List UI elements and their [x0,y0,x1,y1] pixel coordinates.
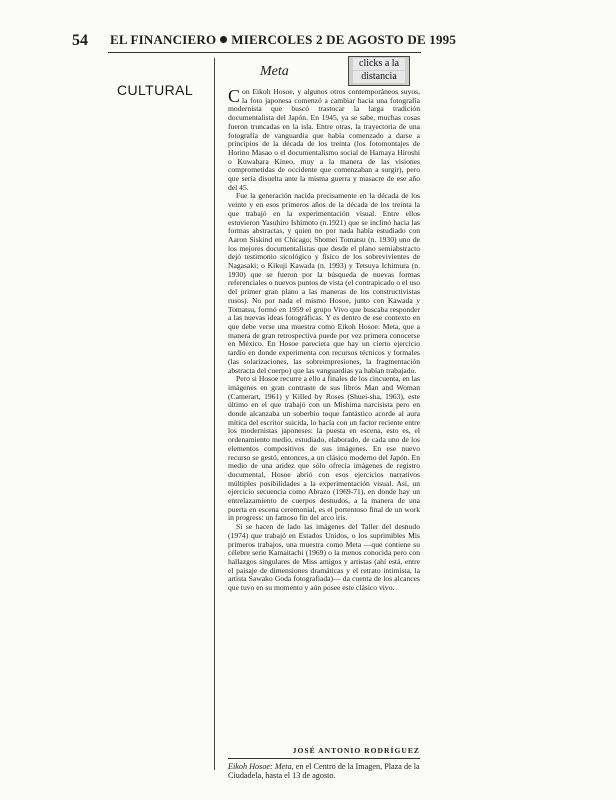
column-stamp [348,56,410,86]
masthead [110,32,456,48]
caption-title: Eikoh Hosoe: Meta [228,762,292,771]
stamp-line-2: distancia [353,71,405,83]
section-label: CULTURAL [117,82,194,98]
paragraph-3: Pero si Hosoe recurre a ello a finales de los cincuenta, en las imágenes en gran contraste de sus libros Man and Woman (Camerart, 1961) y Killed by Roses (Shuei-sha, 1963), este último en el que trabajó con un Mishima narcisista pero en donde alcanzaba un soberbio toque fantástico acorde al aura mítica del escritor suicida, lo hacía con un factor reciente entre los modernistas japoneses: la puesta en escena, esto es, el ordenamiento medio, estudiado, elaborado, de cada uno de los elementos compositivos de sus imágenes. En ese nuevo recurso se gestó, entonces, a un clásico moderno del Japón. En medio de una aridez que sólo ofrecía imágenes de registro documental, Hosoe abrió con esos ejercicios narrativos múltiples posibilidades a la experimentación visual. Así, un ejercicio secuencia como Abrazo (1969-71), en donde hay un entrelazamiento de cuerpos desnudos, a la manera de una puerta en escena ceremonial, es el portentoso final de un work in progress: un famoso fin del arco iris. [228,374,420,523]
drop-cap: C [228,86,241,106]
issue-date: MIERCOLES 2 DE AGOSTO DE 1995 [231,32,457,47]
paragraph-1 [228,88,420,192]
header-rule [108,52,421,53]
author-byline: JOSÉ ANTONIO RODRÍGUEZ [292,746,420,755]
caption-rule [228,758,420,759]
paragraph-1-text: on Eikoh Hosoe, y algunos otros contemporáneos suyos, la foto japonesa comenzó a cambiar hacia una fotografía modernista que buscó trastocar la larga tradición documentalista del Japón. En 1945, ya se sabe, muchas cosas fueron truncadas en la isla. Entre otras, la trayectoria de una fotografía de vanguardia que había comenzado a darse a principios de la década de los treinta (los fotomontajes de Horino Masao o el documentalismo social de Hamaya Hiroshi o Kuwabara Kineo, muy a la manera de las visiones comprometidas de occidente que comenzaban a surgir), pero que sería disuelta ante la misma guerra y masacre de ese año del 45. [228,87,420,192]
page-header [72,32,457,54]
stamp-line-1: clicks a la [353,58,405,70]
paragraph-4: Si se hacen de lado las imágenes del Taller del desnudo (1974) que trabajó en Estados Unidos, o los suprimibles Mis primeros trabajos, una muestra como Meta —que contiene su célebre serie Kamaitachi (1969) o la menos conocida pero con hallazgos singulares de Miss amigos y artistas (ahí está, entre el paisaje de dimensiones dramáticas y el retrato intimista, la artista Sawako Goda fotografiada)— da cuenta de los alcances que tuvo en su momento y aún posee este clásico vivo. [228,522,420,593]
article-title: Meta [260,64,289,79]
page-number: 54 [72,32,88,49]
caption-text: , en el Centro de la Imagen, Plaza de la Ciudadela, hasta el 13 de agosto. [228,762,420,781]
paragraph-2: Fue la generación nacida precisamente en la década de los veinte y en esos primeros años de la década de los treinta la que trabajó en la experimentación visual. Entre ellos estuvieron Yasuhiro Ishimoto (n.1921) que se inclinó hacia las formas abstractas, y quien no por nada había estudiado con Aaron Siskind en Chicago; Shomei Tomatsu (n. 1930) uno de los mejores documentalistas que desde el plano semiabstracto dejó testimonio sicológico y físico de los sobrevivientes de Nagasaki; o Kikuji Kawada (n. 1993) y Tetsuya Ichimura (n. 1930) que se fueron por la búsqueda de nuevas formas referenciales o nuevos puntos de vista (el contrapicado o el uso del primer gran plano a las maneras de los constructivistas rusos). No por nada el mismo Hosoe, junto con Kawada y Tomatsu, formó en 1959 el grupo Vivo que buscaba responder a las nuevas ideas fotográficas. Y es dentro de ese contexto en que debe verse una muestra como Eikoh Hosoe: Meta, que a manera de gran retrospectiva puede por vez primera conocerse en México. En Hosoe pareciera que hay un cierto ejercicio tardío en donde experimenta con recursos técnicos y formales (las solarizaciones, las sobreimpresiones, la fragmentación abstracta del cuerpo) que las vanguardias ya habían trabajado. [228,191,420,375]
newspaper-name: EL FINANCIERO [110,32,217,47]
bullet-icon [220,36,227,43]
article-body [228,88,420,593]
exhibition-caption [228,762,420,781]
